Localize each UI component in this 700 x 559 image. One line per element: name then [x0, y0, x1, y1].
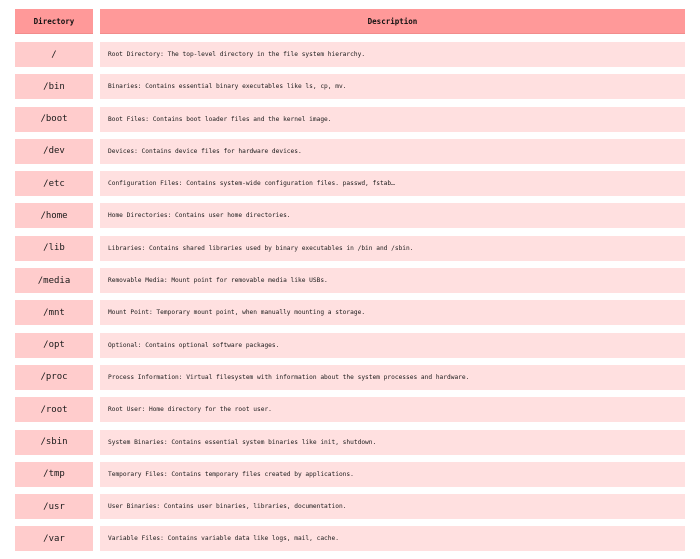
directory-cell: /etc — [15, 171, 93, 196]
directory-cell: /dev — [15, 139, 93, 164]
directory-cell: /home — [15, 203, 93, 228]
header-description: Description — [100, 9, 685, 34]
description-cell: Home Directories: Contains user home directories. — [100, 203, 685, 228]
description-cell: Removable Media: Mount point for removable media like USBs. — [100, 268, 685, 293]
directory-cell: /boot — [15, 107, 93, 132]
directory-cell: /opt — [15, 333, 93, 358]
directory-cell: /tmp — [15, 462, 93, 487]
directory-cell: / — [15, 42, 93, 67]
description-cell: Binaries: Contains essential binary executables like ls, cp, mv. — [100, 74, 685, 99]
table-row — [15, 333, 685, 358]
directory-cell: /proc — [15, 365, 93, 390]
table-row — [15, 365, 685, 390]
table-row — [15, 139, 685, 164]
table-row — [15, 107, 685, 132]
table-row — [15, 300, 685, 325]
description-cell: Boot Files: Contains boot loader files and the kernel image. — [100, 107, 685, 132]
table-row — [15, 74, 685, 99]
directory-cell: /var — [15, 526, 93, 551]
description-cell: Variable Files: Contains variable data like logs, mail, cache. — [100, 526, 685, 551]
description-cell: System Binaries: Contains essential system binaries like init, shutdown. — [100, 430, 685, 455]
directory-cell: /sbin — [15, 430, 93, 455]
description-cell: Configuration Files: Contains system-wide configuration files. passwd, fstab… — [100, 171, 685, 196]
description-cell: Root Directory: The top-level directory in the file system hierarchy. — [100, 42, 685, 67]
directory-cell: /usr — [15, 494, 93, 519]
directory-cell: /media — [15, 268, 93, 293]
description-cell: Process Information: Virtual filesystem with information about the system processes and hardware. — [100, 365, 685, 390]
directory-cell: /root — [15, 397, 93, 422]
description-cell: User Binaries: Contains user binaries, libraries, documentation. — [100, 494, 685, 519]
directory-cell: /mnt — [15, 300, 93, 325]
table-row — [15, 526, 685, 551]
table-row — [15, 494, 685, 519]
description-cell: Temporary Files: Contains temporary files created by applications. — [100, 462, 685, 487]
description-cell: Libraries: Contains shared libraries used by binary executables in /bin and /sbin. — [100, 236, 685, 261]
table-row — [15, 268, 685, 293]
description-cell: Devices: Contains device files for hardware devices. — [100, 139, 685, 164]
table-row — [15, 42, 685, 67]
directory-table — [15, 9, 685, 559]
header-directory: Directory — [15, 9, 93, 34]
description-cell: Optional: Contains optional software packages. — [100, 333, 685, 358]
table-row — [15, 236, 685, 261]
table-row — [15, 171, 685, 196]
table-row — [15, 462, 685, 487]
table-row — [15, 397, 685, 422]
directory-cell: /bin — [15, 74, 93, 99]
table-row — [15, 203, 685, 228]
table-row — [15, 430, 685, 455]
description-cell: Mount Point: Temporary mount point, when manually mounting a storage. — [100, 300, 685, 325]
table-header-row — [15, 9, 685, 34]
description-cell: Root User: Home directory for the root user. — [100, 397, 685, 422]
directory-cell: /lib — [15, 236, 93, 261]
